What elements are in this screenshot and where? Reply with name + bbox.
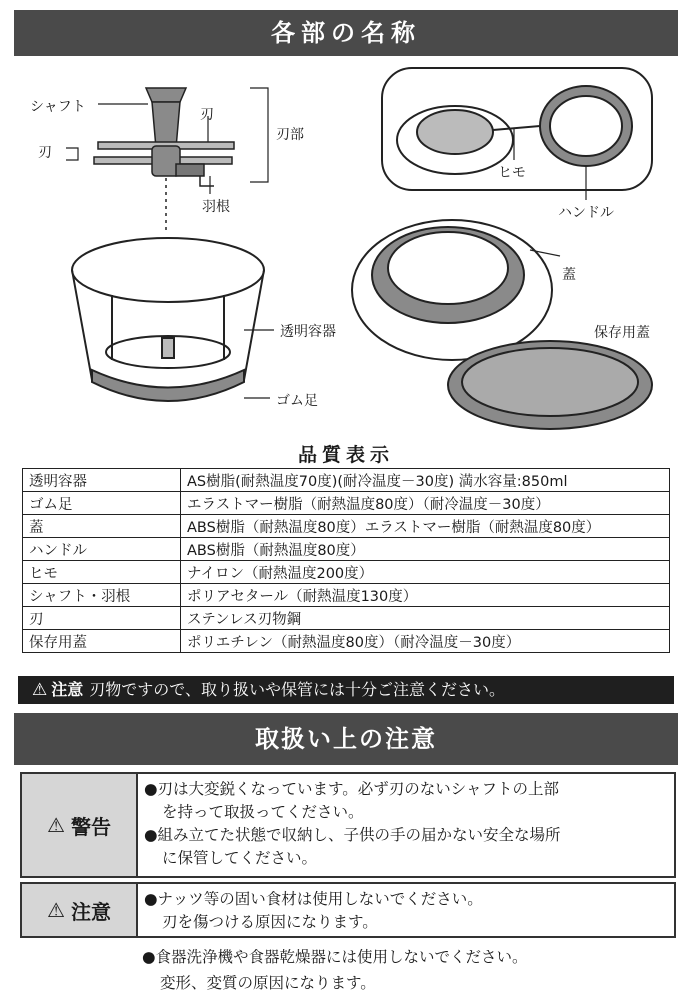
part-cell: シャフト・羽根 bbox=[23, 584, 181, 607]
table-row bbox=[23, 561, 670, 584]
part-cell: ハンドル bbox=[23, 538, 181, 561]
warning-item-line: を持って取扱ってください。 bbox=[162, 803, 364, 821]
parts-names-banner bbox=[14, 10, 678, 56]
caution-body bbox=[144, 888, 668, 934]
blade-left-label: 刃 bbox=[38, 145, 52, 161]
part-cell: 蓋 bbox=[23, 515, 181, 538]
table-row bbox=[23, 630, 670, 653]
string-label: ヒモ bbox=[498, 165, 526, 181]
storage-lid-label: 保存用蓋 bbox=[594, 325, 650, 341]
quality-title: 品質表示 bbox=[297, 444, 394, 466]
warning-triangle-icon: ⚠ bbox=[47, 898, 65, 922]
warning-item-line: ●組み立てた状態で収納し、子供の手の届かない安全な場所 bbox=[144, 826, 561, 844]
material-cell: ABS樹脂（耐熱温度80度）エラストマー樹脂（耐熱温度80度） bbox=[181, 515, 670, 538]
material-cell: ポリアセタール（耐熱温度130度） bbox=[181, 584, 670, 607]
warning-item-line: に保管してください。 bbox=[162, 849, 318, 867]
lid-label: 蓋 bbox=[562, 267, 576, 283]
storage-lid-drawing bbox=[448, 341, 652, 429]
warning-triangle-icon: ⚠ bbox=[47, 813, 65, 837]
handle-label: ハンドル bbox=[558, 205, 614, 221]
warning-side bbox=[22, 774, 138, 876]
fin-label: 羽根 bbox=[202, 199, 230, 215]
extra-note-line: 変形、変質の原因になります。 bbox=[160, 974, 376, 992]
parts-diagram bbox=[0, 60, 692, 440]
warning-label: 警告 bbox=[70, 814, 111, 839]
material-cell: ステンレス刃物鋼 bbox=[181, 607, 670, 630]
blade-top-label: 刃 bbox=[200, 107, 214, 123]
material-cell: ポリエチレン（耐熱温度80度）（耐冷温度－30度） bbox=[181, 630, 670, 653]
part-cell: 保存用蓋 bbox=[23, 630, 181, 653]
caution-item-line: 刃を傷つける原因になります。 bbox=[162, 913, 378, 931]
caution-bar-word: 注意 bbox=[51, 680, 84, 699]
blade-section-label: 刃部 bbox=[276, 127, 304, 143]
clear-container-drawing bbox=[72, 238, 264, 401]
shaft-blade-assembly bbox=[94, 88, 234, 186]
caution-bar bbox=[18, 676, 674, 704]
material-cell: AS樹脂(耐熱温度70度)(耐冷温度－30度) 満水容量:850ml bbox=[181, 469, 670, 492]
caution-side bbox=[22, 884, 138, 936]
part-cell: 透明容器 bbox=[23, 469, 181, 492]
parts-names-title: 各部の名称 bbox=[271, 19, 421, 47]
shaft-label: シャフト bbox=[30, 99, 86, 115]
handling-title: 取扱い上の注意 bbox=[255, 725, 437, 753]
container-label: 透明容器 bbox=[280, 324, 336, 340]
part-cell: ヒモ bbox=[23, 561, 181, 584]
table-row bbox=[23, 469, 670, 492]
part-cell: 刃 bbox=[23, 607, 181, 630]
warning-body bbox=[144, 778, 668, 870]
table-row bbox=[23, 492, 670, 515]
warning-item-line: ●刃は大変鋭くなっています。必ず刃のないシャフトの上部 bbox=[144, 780, 559, 798]
quality-table bbox=[22, 468, 670, 653]
warning-triangle-icon: ⚠ bbox=[32, 680, 48, 700]
caution-item-line: ●ナッツ等の固い食材は使用しないでください。 bbox=[144, 890, 483, 908]
table-row bbox=[23, 584, 670, 607]
lid-drawing bbox=[352, 220, 552, 360]
material-cell: ABS樹脂（耐熱温度80度） bbox=[181, 538, 670, 561]
caution-box bbox=[20, 882, 676, 938]
material-cell: エラストマー樹脂（耐熱温度80度）（耐冷温度－30度） bbox=[181, 492, 670, 515]
material-cell: ナイロン（耐熱温度200度） bbox=[181, 561, 670, 584]
handling-banner bbox=[14, 713, 678, 765]
extra-note-line: ●食器洗浄機や食器乾燥器には使用しないでください。 bbox=[142, 948, 528, 966]
part-cell: ゴム足 bbox=[23, 492, 181, 515]
table-row bbox=[23, 607, 670, 630]
caution-bar-text: 刃物ですので、取り扱いや保管には十分ご注意ください。 bbox=[89, 680, 505, 699]
warning-box bbox=[20, 772, 676, 878]
table-row bbox=[23, 538, 670, 561]
caution-label: 注意 bbox=[70, 899, 111, 924]
extra-note bbox=[142, 944, 528, 996]
rubber-foot-label: ゴム足 bbox=[276, 393, 318, 409]
table-row bbox=[23, 515, 670, 538]
